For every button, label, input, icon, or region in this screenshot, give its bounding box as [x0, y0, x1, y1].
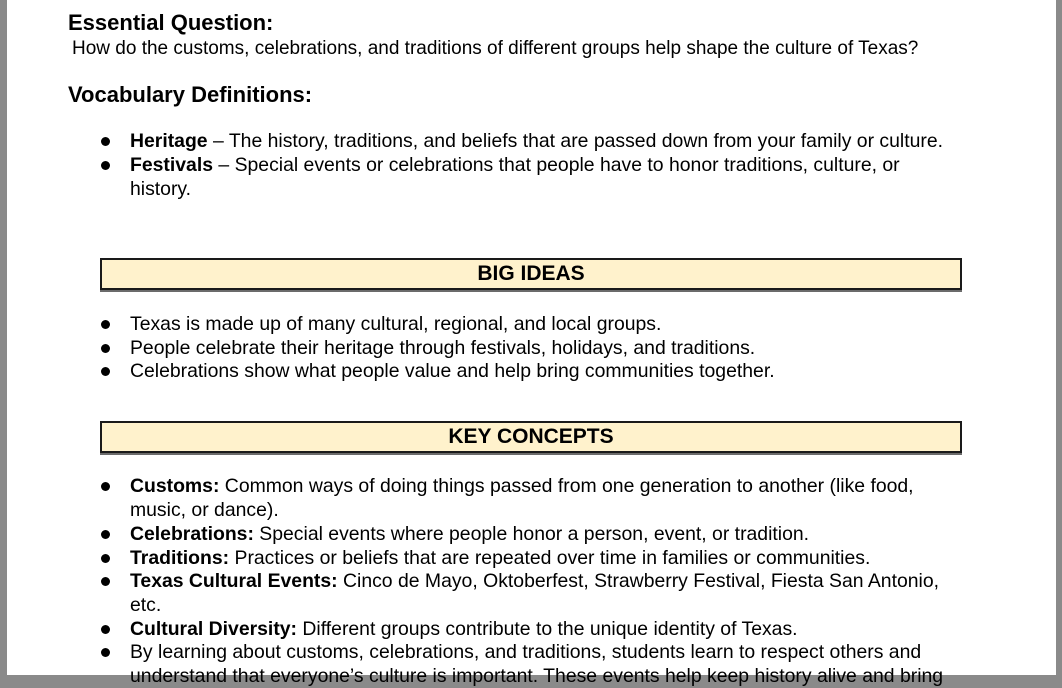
- document-page: [7, 0, 1056, 687]
- concept-term: Celebrations:: [130, 523, 254, 545]
- concept-definition: Different groups contribute to the unique identity of Texas.: [297, 618, 798, 640]
- concept-term: Customs:: [130, 475, 220, 497]
- key-concept-diversity: [130, 617, 798, 641]
- vocab-definition: The history, traditions, and beliefs that are passed down from your family or culture.: [228, 130, 944, 152]
- vocab-definition: Special events or celebrations that people have to honor traditions, culture, or: [234, 154, 900, 176]
- bullet-icon: [101, 320, 110, 329]
- key-concept-traditions: [130, 546, 870, 570]
- bullet-icon: [101, 530, 110, 539]
- concept-definition: Cinco de Mayo, Oktoberfest, Strawberry Festival, Fiesta San Antonio,: [337, 570, 939, 592]
- concept-term: Traditions:: [130, 547, 230, 569]
- big-ideas-banner: BIG IDEAS: [100, 258, 962, 290]
- key-concept-customs: [130, 474, 914, 498]
- vocab-item-festivals: [130, 153, 900, 177]
- big-idea-item: Celebrations show what people value and help bring communities together.: [130, 360, 775, 382]
- key-concept-texas-events: [130, 569, 939, 593]
- concept-definition-continued: etc.: [130, 594, 162, 616]
- bullet-icon: [101, 344, 110, 353]
- concept-term: Texas Cultural Events:: [130, 570, 338, 592]
- vocabulary-heading: Vocabulary Definitions:: [68, 82, 313, 107]
- essential-question-heading: Essential Question:: [68, 10, 274, 35]
- vocab-term: Festivals: [130, 154, 213, 176]
- bullet-icon: [101, 137, 110, 146]
- bullet-icon: [101, 648, 110, 657]
- vocab-term: Heritage: [130, 130, 208, 152]
- key-concepts-banner: KEY CONCEPTS: [100, 421, 962, 453]
- vocab-sep: –: [207, 130, 229, 152]
- concept-definition: Common ways of doing things passed from one generation to another (like food,: [219, 475, 914, 497]
- vocab-sep: –: [213, 154, 235, 176]
- key-concept-celebrations: [130, 522, 809, 546]
- bullet-icon: [101, 482, 110, 491]
- concept-definition: Special events where people honor a person, event, or tradition.: [253, 523, 810, 545]
- vocab-definition-continued: history.: [130, 178, 192, 200]
- key-concept-summary-continued: understand that everyone’s culture is important. These events help keep history alive and bring: [130, 665, 944, 687]
- bullet-icon: [101, 625, 110, 634]
- concept-definition-continued: music, or dance).: [130, 499, 279, 521]
- bullet-icon: [101, 554, 110, 563]
- key-concept-summary: By learning about customs, celebrations, and traditions, students learn to respect others and: [130, 641, 922, 663]
- bullet-icon: [101, 367, 110, 376]
- vocab-item-heritage: [130, 129, 943, 153]
- big-idea-item: People celebrate their heritage through festivals, holidays, and traditions.: [130, 337, 756, 359]
- concept-term: Cultural Diversity:: [130, 618, 298, 640]
- bullet-icon: [101, 161, 110, 170]
- bullet-icon: [101, 577, 110, 586]
- essential-question-text: How do the customs, celebrations, and traditions of different groups help shape the culture of Texas?: [72, 38, 919, 59]
- big-idea-item: Texas is made up of many cultural, regional, and local groups.: [130, 313, 662, 335]
- concept-definition: Practices or beliefs that are repeated over time in families or communities.: [229, 547, 871, 569]
